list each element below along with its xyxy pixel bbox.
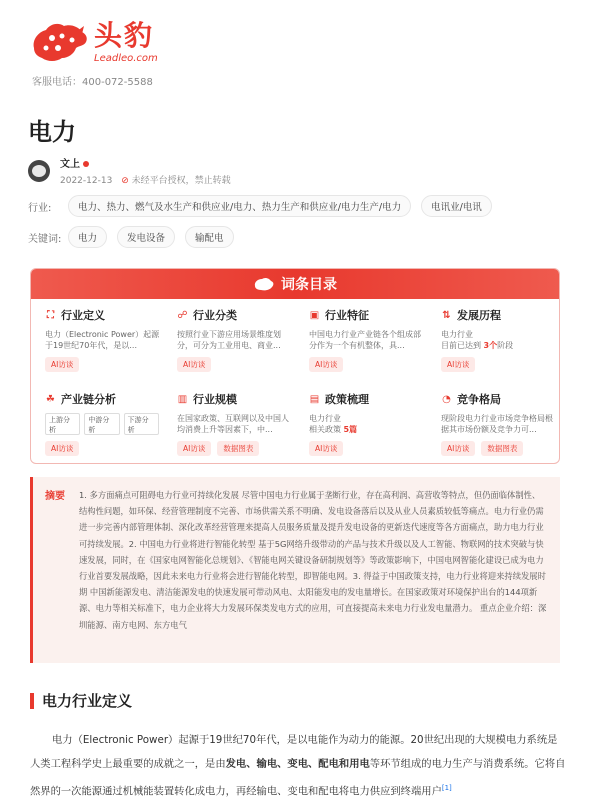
- toc-item-chain[interactable]: ☘ 产业链分析 上游分析 中游分析 下游分析 AI访谈: [45, 391, 163, 456]
- toc-title: 词条目录: [281, 277, 337, 293]
- toc-item-definition[interactable]: ⛶ 行业定义 电力（Electronic Power）起源于19世纪70年代，是以... AI访谈: [45, 307, 163, 372]
- leopard-logo-icon: [253, 276, 275, 292]
- summary-box: [30, 477, 560, 663]
- ai-interview-pill[interactable]: AI访谈: [45, 441, 79, 456]
- publish-date: 2022-12-13: [60, 176, 113, 186]
- chain-tag[interactable]: 中游分析: [84, 413, 119, 435]
- brand-name: 头豹: [94, 18, 155, 52]
- ai-interview-pill[interactable]: AI访谈: [309, 441, 343, 456]
- industry-row: [28, 195, 502, 217]
- industry-tag[interactable]: 电讯业/电讯: [421, 195, 492, 217]
- chain-tag[interactable]: 下游分析: [124, 413, 159, 435]
- ai-interview-pill[interactable]: AI访谈: [441, 441, 475, 456]
- hotline: 客服电话：400-072-5588: [32, 77, 153, 88]
- toc-item-history[interactable]: ⇅ 发展历程 电力行业 目前已达到 3个阶段 AI访谈: [441, 307, 559, 372]
- toc-item-classification[interactable]: ☍ 行业分类 按照行业下游应用场景维度划分，可分为工业用电、商业... AI访谈: [177, 307, 295, 372]
- ai-interview-pill[interactable]: AI访谈: [177, 441, 211, 456]
- brand-logo[interactable]: [28, 18, 158, 66]
- summary-label: 摘要: [45, 491, 65, 502]
- definition-paragraph: 电力（Electronic Power）起源于19世纪70年代，是以电能作为动力的能源。20世纪出现的大规模电力系统是人类工程科学史上最重要的成就之一，是由发电、输电、变电、配电和用电等环节组成的电力生产与消费系统。它将自然界的一次能源通过机械能装置转化成电力，再经输电、变电和配电将电力供应到终端用户[1]: [30, 734, 566, 798]
- chain-tag[interactable]: 上游分析: [45, 413, 80, 435]
- ai-interview-pill[interactable]: AI访谈: [45, 357, 79, 372]
- heading-accent-bar: [30, 693, 34, 709]
- keyword-label: 关键词:: [28, 233, 62, 245]
- ai-interview-pill[interactable]: AI访谈: [177, 357, 211, 372]
- data-chart-pill[interactable]: 数据图表: [481, 441, 523, 456]
- reference-link[interactable]: [1]: [441, 784, 452, 792]
- industry-label: 行业:: [28, 202, 52, 214]
- keyword-tag[interactable]: 输配电: [185, 226, 234, 248]
- keyword-tag[interactable]: 发电设备: [117, 226, 175, 248]
- page-title: 电力: [28, 118, 76, 146]
- definition-icon: ⛶: [47, 309, 54, 321]
- policy-icon: ▤: [309, 393, 320, 405]
- industry-tag[interactable]: 电力、热力、燃气及水生产和供应业/电力、热力生产和供应业/电力生产/电力: [68, 195, 411, 217]
- author-block: [28, 155, 231, 186]
- data-chart-pill[interactable]: 数据图表: [217, 441, 259, 456]
- feature-icon: ▣: [309, 309, 320, 321]
- toc-item-feature[interactable]: ▣ 行业特征 中国电力行业产业链各个组成部分作为一个有机整体，具... AI访谈: [309, 307, 427, 372]
- copyright-notice: 未经平台授权，禁止转载: [131, 176, 231, 186]
- toc-item-competition[interactable]: ◔ 竞争格局 现阶段电力行业市场竞争格局根据其市场份额及竞争力可... AI访谈 数据图表: [441, 391, 559, 456]
- toc-header: [31, 269, 559, 299]
- leopard-logo-icon: [28, 18, 90, 66]
- summary-text: 1. 多方面痛点可阻碍电力行业可持续化发展 尽管中国电力行业属于垄断行业，存在高利润、高营收等特点，但仍面临体制性、结构性问题，如环保、经营管理制度不完善、市场供需关系不明确、发电设备落后以及从业人员素质较低等痛点。电力行业仍需进一步完善内部管理体制、深化改革经营管理来提高人员服务质量及提升发电设备的更新迭代速度等各方面痛点，助力电力行业可持续发展。2. 中国电力行业将进行智能化转型 基于5G网络升级带动的产品与技术升级以及人工智能、物联网的技术突破与快速发展，同时，在《国家电网智能化总规划》、《智能电网关键设备研制规划等》等政策影响下，中国电网智能化建设已成为电力行业首要发展战略，因此未来电力行业将会进行智能化转型，即智能电网。3. 得益于中国政策支持，电力行业将迎来持续发展时期 中国新能源发电、清洁能源发电的快速发展可带动风电、太阳能发电的发电量增长。在国家政策对环境保护出台的144项新源、电力等相关标准下，电力企业将大力发展环保类发电方式的应用，可直接提高未来电力行业发电量潜力。 重点企业介绍：深圳能源、南方电网、东方电气: [79, 490, 547, 630]
- keyword-row: [28, 226, 244, 248]
- avatar[interactable]: [28, 160, 50, 182]
- chain-icon: ☘: [46, 393, 55, 405]
- scale-icon: ▥: [177, 393, 188, 405]
- ai-interview-pill[interactable]: AI访谈: [309, 357, 343, 372]
- author-name[interactable]: 文上: [60, 155, 231, 170]
- history-icon: ⇅: [442, 309, 451, 321]
- classification-icon: ☍: [177, 309, 188, 321]
- competition-icon: ◔: [442, 393, 451, 405]
- toc-item-scale[interactable]: ▥ 行业规模 在国家政策、互联网以及中国人均消费上升等因素下，中... AI访谈 数据图表: [177, 391, 295, 456]
- brand-domain: Leadleo.com: [94, 52, 158, 64]
- toc-item-policy[interactable]: ▤ 政策梳理 电力行业 相关政策 5篇 AI访谈: [309, 391, 427, 456]
- ai-interview-pill[interactable]: AI访谈: [441, 357, 475, 372]
- section-heading: [30, 690, 132, 711]
- toc-panel: [30, 268, 560, 464]
- verified-badge-icon: [83, 161, 89, 167]
- forbidden-icon: ⊘: [121, 176, 129, 186]
- section-title: 电力行业定义: [42, 692, 133, 710]
- keyword-tag[interactable]: 电力: [68, 226, 107, 248]
